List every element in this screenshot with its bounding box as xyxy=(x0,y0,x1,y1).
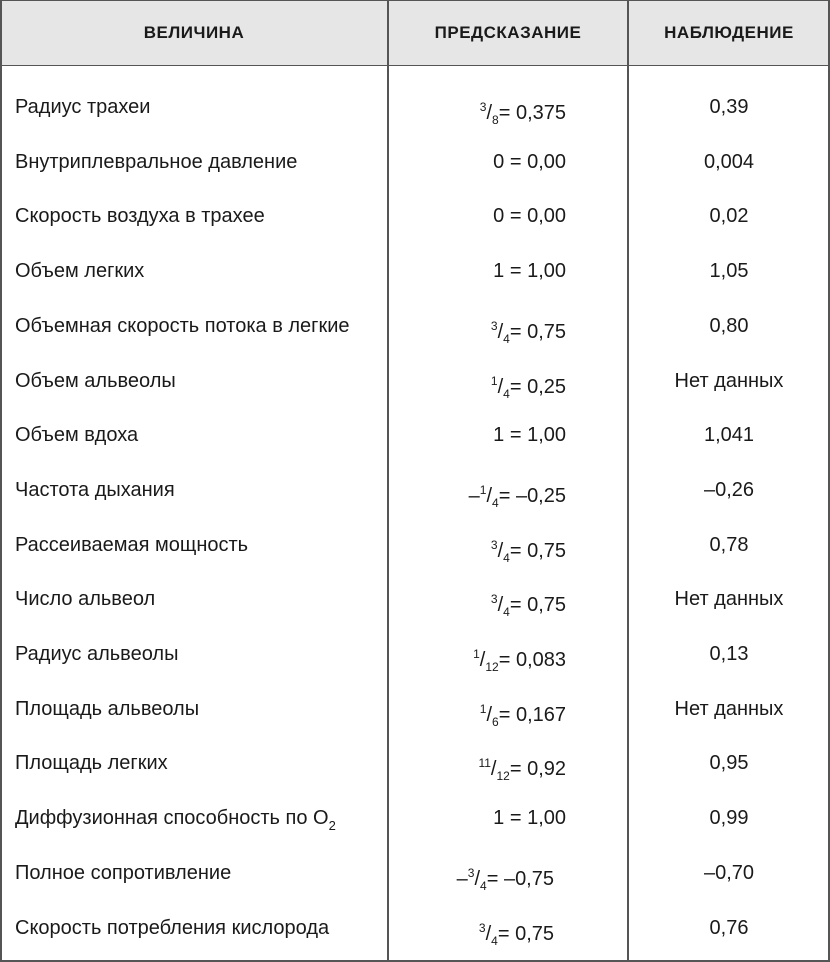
quantity-name-text: Диффузионная способность по O xyxy=(15,807,329,830)
table-border-bottom xyxy=(0,960,830,962)
prediction-cell xyxy=(493,415,566,455)
table-row xyxy=(0,196,830,236)
quantity-name xyxy=(15,251,144,291)
quantity-name xyxy=(15,470,175,510)
prediction-cell xyxy=(493,196,566,236)
observation-cell: 0,13 xyxy=(709,643,749,665)
prediction-value: = –0,75 xyxy=(486,867,554,890)
fraction-numerator: 1 xyxy=(473,647,480,661)
fraction-numerator: 3 xyxy=(479,100,487,114)
quantity-name-text: Полное сопротивление xyxy=(15,861,232,884)
quantity-name xyxy=(15,689,199,729)
quantity-name xyxy=(15,634,178,674)
fraction-denominator: 4 xyxy=(492,495,499,510)
table-row xyxy=(0,306,830,346)
fraction-slash: / xyxy=(497,594,504,617)
prediction-value: = 0,75 xyxy=(497,922,554,945)
prediction-value: = 0,375 xyxy=(498,102,566,124)
fraction-slash: / xyxy=(490,758,497,781)
fraction-denominator: 6 xyxy=(492,714,499,729)
prediction-cell xyxy=(491,306,566,359)
table-row xyxy=(0,525,830,565)
fraction-numerator: 3 xyxy=(490,592,498,607)
table-header xyxy=(0,0,830,66)
fraction-slash: / xyxy=(486,484,493,507)
table-row xyxy=(0,689,830,729)
observation-cell: 0,02 xyxy=(709,205,749,228)
observation-cell: 0,99 xyxy=(709,807,749,830)
fraction-denominator: 4 xyxy=(503,331,510,346)
fraction-denominator: 4 xyxy=(503,386,510,401)
quantity-name-text: Частота дыхания xyxy=(15,478,175,501)
table-row xyxy=(0,634,830,674)
prediction-cell xyxy=(469,470,566,523)
quantity-name xyxy=(15,525,248,565)
quantity-name-text: Объем альвеолы xyxy=(15,369,176,392)
quantity-name xyxy=(15,415,138,455)
prediction-sign: – xyxy=(456,867,468,890)
quantity-name-text: Объемная скорость потока в легкие xyxy=(15,314,350,337)
quantity-name xyxy=(15,361,176,401)
fraction-denominator: 4 xyxy=(480,878,487,893)
fraction-numerator: 11 xyxy=(478,756,491,771)
quantity-name xyxy=(15,306,350,346)
prediction-value: = –0,25 xyxy=(498,484,566,507)
prediction-value: = 0,75 xyxy=(509,320,566,343)
table-row xyxy=(0,142,830,182)
observation-cell: Нет данных xyxy=(674,369,784,392)
prediction-cell xyxy=(479,908,554,961)
prediction-cell xyxy=(480,689,566,742)
fraction-slash: / xyxy=(497,539,504,562)
table-row xyxy=(0,415,830,455)
prediction-value: = 0,92 xyxy=(509,758,566,781)
observation-cell: 0,78 xyxy=(709,533,749,556)
quantity-name-text: Площадь легких xyxy=(15,752,168,775)
quantity-name xyxy=(15,798,336,846)
observation-cell: –0,26 xyxy=(703,478,755,501)
prediction-cell xyxy=(473,634,566,687)
table-row xyxy=(0,579,830,619)
quantity-name xyxy=(15,743,168,783)
observation-cell: 0,80 xyxy=(709,314,749,337)
fraction-numerator: 3 xyxy=(478,920,486,935)
prediction-value: 1 = 1,00 xyxy=(493,424,566,447)
quantity-name-text: Площадь альвеолы xyxy=(15,697,200,720)
header-prediction: ПРЕДСКАЗАНИЕ xyxy=(434,22,582,42)
prediction-value: = 0,083 xyxy=(498,649,566,671)
quantity-name-text: Радиус трахеи xyxy=(15,96,151,118)
prediction-value: = 0,75 xyxy=(509,594,566,617)
prediction-cell xyxy=(493,251,566,291)
prediction-cell xyxy=(457,853,554,906)
prediction-value: = 0,75 xyxy=(509,539,566,562)
prediction-value: 0 = 0,00 xyxy=(493,205,566,228)
fraction-slash: / xyxy=(479,649,486,671)
prediction-value: = 0,167 xyxy=(498,703,566,726)
fraction-numerator: 1 xyxy=(479,482,487,497)
quantity-name xyxy=(15,142,297,182)
fraction-slash: / xyxy=(497,375,504,398)
quantity-name-text: Скорость потребления кислорода xyxy=(15,916,330,939)
quantity-name-text: Радиус альвеолы xyxy=(15,643,179,665)
prediction-value: 1 = 1,00 xyxy=(493,807,566,830)
quantity-name xyxy=(15,87,150,127)
prediction-sign: – xyxy=(468,484,480,507)
fraction-slash: / xyxy=(486,102,493,124)
prediction-value: 1 = 1,00 xyxy=(493,260,566,283)
fraction-slash: / xyxy=(497,320,504,343)
table-row xyxy=(0,87,830,127)
observation-cell: Нет данных xyxy=(674,588,784,611)
fraction-denominator: 4 xyxy=(491,933,498,948)
fraction-numerator: 1 xyxy=(479,701,487,716)
quantity-name-text: Рассеиваемая мощность xyxy=(15,533,249,556)
observation-cell: –0,70 xyxy=(703,861,755,884)
quantity-name xyxy=(15,853,231,893)
quantity-name xyxy=(15,579,155,619)
header-observation: НАБЛЮДЕНИЕ xyxy=(664,22,794,42)
fraction-slash: / xyxy=(486,703,493,726)
table-row xyxy=(0,361,830,401)
observation-cell: 0,95 xyxy=(709,752,749,775)
prediction-cell xyxy=(493,142,566,182)
observation-cell: 1,05 xyxy=(709,260,749,283)
table-row xyxy=(0,853,830,893)
fraction-denominator: 4 xyxy=(503,605,510,620)
observation-cell: 0,004 xyxy=(703,150,755,173)
fraction-denominator: 4 xyxy=(503,550,510,565)
prediction-cell xyxy=(478,743,566,796)
table-row xyxy=(0,743,830,783)
fraction-numerator: 1 xyxy=(490,373,498,388)
prediction-value: = 0,25 xyxy=(509,375,566,398)
table-row xyxy=(0,908,830,948)
fraction-denominator: 12 xyxy=(496,769,510,784)
quantity-name-text: Внутриплевральное давление xyxy=(15,150,298,173)
prediction-cell xyxy=(491,525,566,578)
observation-cell: 0,39 xyxy=(709,96,749,118)
header-quantity: ВЕЛИЧИНА xyxy=(143,22,245,42)
subscript: 2 xyxy=(328,818,336,834)
prediction-cell xyxy=(491,361,566,414)
observation-cell: 1,041 xyxy=(703,424,755,447)
prediction-cell xyxy=(493,798,566,838)
prediction-value: 0 = 0,00 xyxy=(493,150,566,173)
observation-cell: 0,76 xyxy=(709,916,749,939)
fraction-numerator: 3 xyxy=(467,865,475,880)
observation-cell: Нет данных xyxy=(674,697,784,720)
fraction-slash: / xyxy=(474,867,481,890)
fraction-numerator: 3 xyxy=(490,537,498,552)
prediction-cell xyxy=(480,87,566,140)
fraction-denominator: 12 xyxy=(485,660,499,674)
table-row xyxy=(0,470,830,510)
quantity-name-text: Объем легких xyxy=(15,260,145,283)
fraction-denominator: 8 xyxy=(492,113,499,127)
quantity-name-text: Число альвеол xyxy=(15,588,156,611)
table-row xyxy=(0,798,830,838)
quantity-name-text: Скорость воздуха в трахее xyxy=(15,205,265,228)
fraction-slash: / xyxy=(485,922,492,945)
quantity-name xyxy=(15,196,265,236)
prediction-cell xyxy=(491,579,566,632)
fraction-numerator: 3 xyxy=(490,318,498,333)
quantity-name-text: Объем вдоха xyxy=(15,424,139,447)
quantity-name xyxy=(15,908,329,948)
table-row xyxy=(0,251,830,291)
